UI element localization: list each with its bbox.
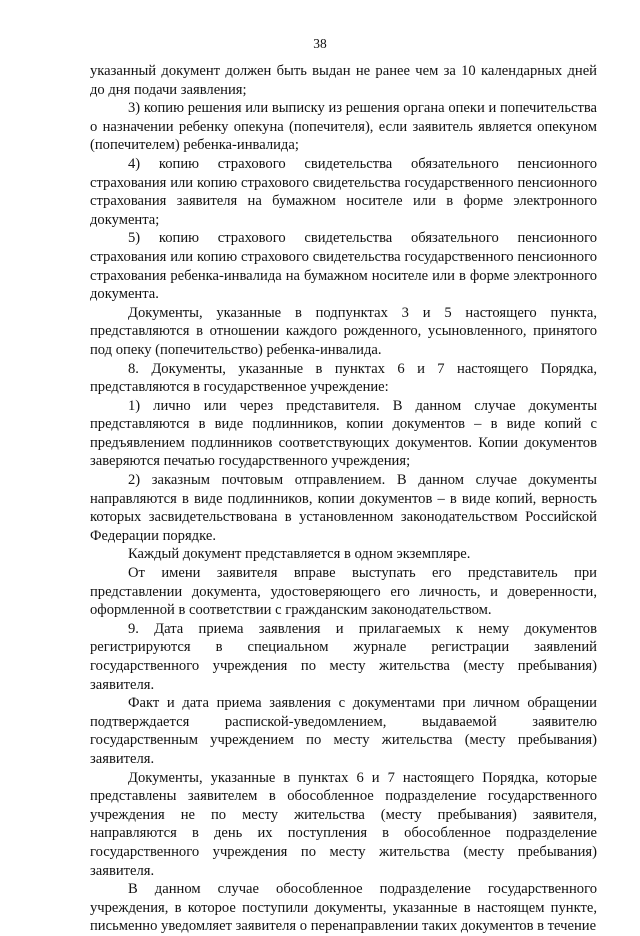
- paragraph: 4) копию страхового свидетельства обязательного пенсионного страхования или копию страхового свидетельства государственного пенсионного страхования заявителя на бумажном носителе или в форме электронного документа;: [90, 155, 597, 228]
- paragraph: 3) копию решения или выписку из решения органа опеки и попечительства о назначении ребенку опекуна (попечителя), если заявитель является опекуном (попечителем) ребенка-инвалида;: [90, 100, 597, 154]
- paragraph: 9. Дата приема заявления и прилагаемых к нему документов регистрируются в специальном журнале регистрации заявлений государственного учреждения по месту жительства (месту пребывания) заявителя.: [90, 620, 597, 693]
- paragraph: 5) копию страхового свидетельства обязательного пенсионного страхования или копию страхового свидетельства государственного пенсионного страхования ребенка-инвалида на бумажном носителе или в форме электронного документа.: [90, 230, 597, 303]
- paragraph: В данном случае обособленное подразделение государственного учреждения, в которое поступили документы, указанные в настоящем пункте, письменно уведомляет заявителя о перенаправлении таких документов в течение: [90, 881, 597, 935]
- paragraph: Документы, указанные в пунктах 6 и 7 настоящего Порядка, которые представлены заявителем в обособленное подразделение государственного учреждения не по месту жительства (месту пребывания) заявителя, направляются в день их поступления в обособленное подразделение государственного учреждения по месту жительства (месту пребывания) заявителя.: [90, 769, 597, 879]
- page-number: 38: [313, 36, 327, 51]
- paragraph: Факт и дата приема заявления с документами при личном обращении подтверждается распиской-уведомлением, выдаваемой заявителю государственным учреждением по месту жительства (месту пребывания) заявителя.: [90, 695, 597, 767]
- paragraph: Документы, указанные в подпунктах 3 и 5 настоящего пункта, представляются в отношении каждого рожденного, усыновленного, принятого под опеку (попечительство) ребенка-инвалида.: [90, 304, 597, 358]
- paragraph: Каждый документ представляется в одном экземпляре.: [128, 546, 471, 563]
- paragraph: 8. Документы, указанные в пунктах 6 и 7 настоящего Порядка, представляются в государственное учреждение:: [90, 360, 597, 396]
- paragraph: указанный документ должен быть выдан не ранее чем за 10 календарных дней до дня подачи заявления;: [90, 63, 597, 98]
- paragraph: 2) заказным почтовым отправлением. В данном случае документы направляются в виде подлинников, копии документов – в виде копий, верность которых засвидетельствована в установленном законодательством Российской Федерации порядке.: [90, 472, 597, 544]
- paragraph: От имени заявителя вправе выступать его представитель при представлении документа, удостоверяющего его личность, и доверенности, оформленной в соответствии с гражданским законодательством.: [90, 565, 597, 619]
- paragraph: 1) лично или через представителя. В данном случае документы представляются в виде подлинников, копии документов – в виде копий с предъявлением подлинников соответствующих документов. Копии документов заверяются печатью государственного учреждения;: [90, 397, 597, 470]
- document-body: [90, 62, 597, 936]
